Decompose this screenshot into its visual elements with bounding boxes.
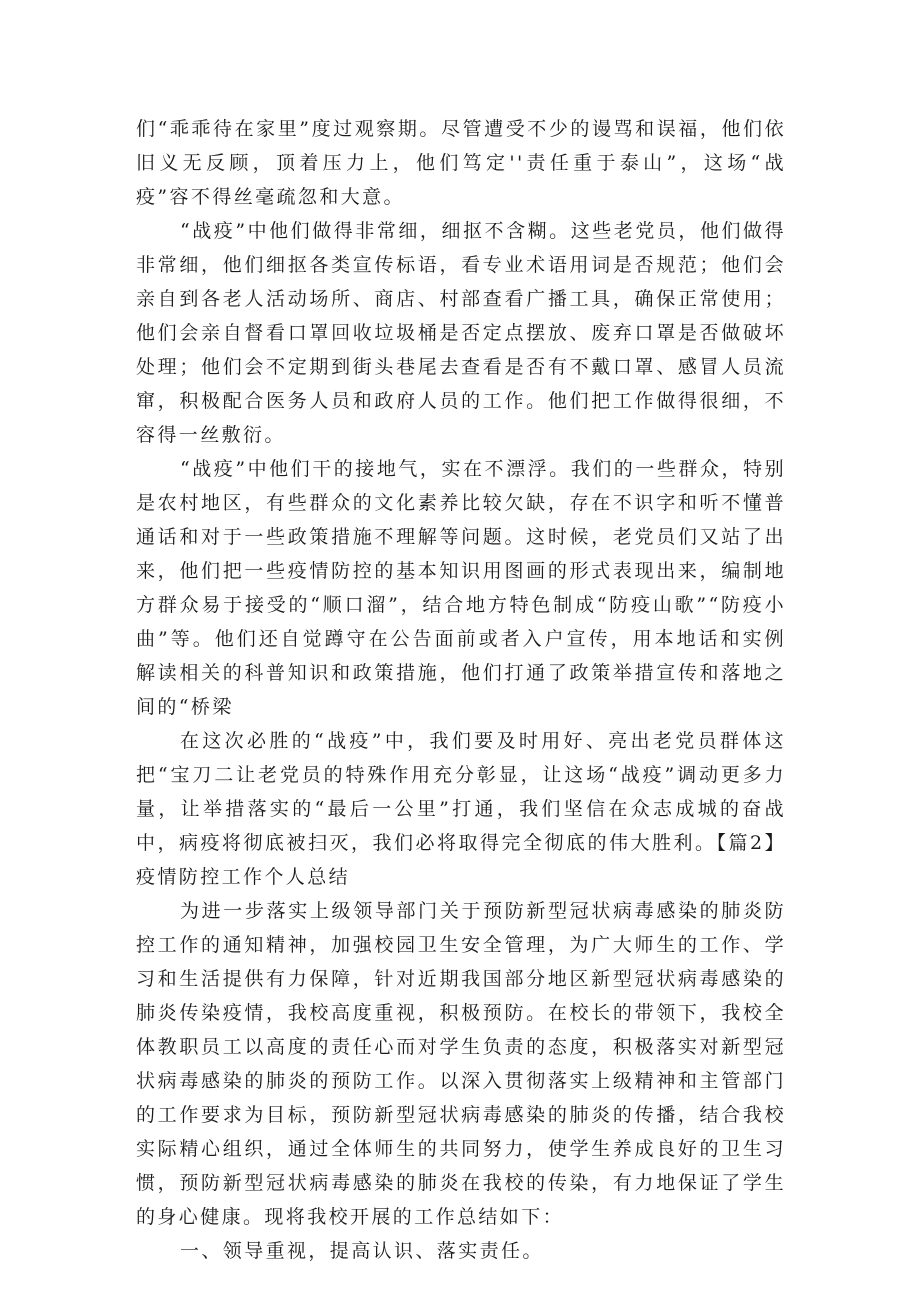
document-body bbox=[136, 112, 786, 1268]
paragraph-school-summary: 为进一步落实上级领导部门关于预防新型冠状病毒感染的肺炎防控工作的通知精神，加强校园卫生安全管理，为广大师生的工作、学习和生活提供有力保障，针对近期我国部分地区新型冠状病毒感染的肺炎传染疫情，我校高度重视，积极预防。在校长的带领下，我校全体教职员工以高度的责任心而对学生负责的态度，积极落实对新型冠状病毒感染的肺炎的预防工作。以深入贯彻落实上级精神和主管部门的工作要求为目标，预防新型冠状病毒感染的肺炎的传播，结合我校实际精心组织，通过全体师生的共同努力，使学生养成良好的卫生习惯，预防新型冠状病毒感染的肺炎在我校的传染，有力地保证了学生的身心健康。现将我校开展的工作总结如下： bbox=[136, 900, 786, 1228]
paragraph-conclusion-and-section-title: 在这次必胜的“战疫”中，我们要及时用好、亮出老党员群体这把“宝刀二让老党员的特殊作用充分彰显，让这场“战疫”调动更多力量，让举措落实的“最后一公里”打通，我们坚信在众志成城的奋战中，病疫将彻底被扫灭，我们必将取得完全彻底的伟大胜利。【篇2】疫情防控工作个人总结 bbox=[136, 730, 786, 888]
section-heading-leadership: 一、领导重视，提高认识、落实责任。 bbox=[180, 1240, 544, 1262]
paragraph-meticulous-work: “战疫”中他们做得非常细，细抠不含糊。这些老党员，他们做得非常细，他们细抠各类宣传标语，看专业术语用词是否规范；他们会亲自到各老人活动场所、商店、村部查看广播工具，确保正常使用；他们会亲自督看口罩回收垃圾桶是否定点摆放、废弃口罩是否做破坏处理；他们会不定期到街头巷尾去查看是否有不戴口罩、感冒人员流窜，积极配合医务人员和政府人员的工作。他们把工作做得很细，不容得一丝敷衍。 bbox=[136, 220, 786, 446]
paragraph-grounded-work: “战疫”中他们干的接地气，实在不漂浮。我们的一些群众，特别是农村地区，有些群众的文化素养比较欠缺，存在不识字和听不懂普通话和对于一些政策措施不理解等问题。这时候，老党员们又站了出来，他们把一些疫情防控的基本知识用图画的形式表现出来，编制地方群众易于接受的“顺口溜”，结合地方特色制成“防疫山歌”“防疫小曲”等。他们还自觉蹲守在公告面前或者入户宣传，用本地话和实例解读相关的科普知识和政策措施，他们打通了政策举措宣传和落地之间的“桥梁 bbox=[136, 458, 786, 718]
paragraph-continuation: 们“乖乖待在家里”度过观察期。尽管遭受不少的谩骂和误福，他们依旧义无反顾，顶着压力上，他们笃定''责任重于泰山”，这场“战疫”容不得丝毫疏忽和大意。 bbox=[136, 118, 786, 208]
